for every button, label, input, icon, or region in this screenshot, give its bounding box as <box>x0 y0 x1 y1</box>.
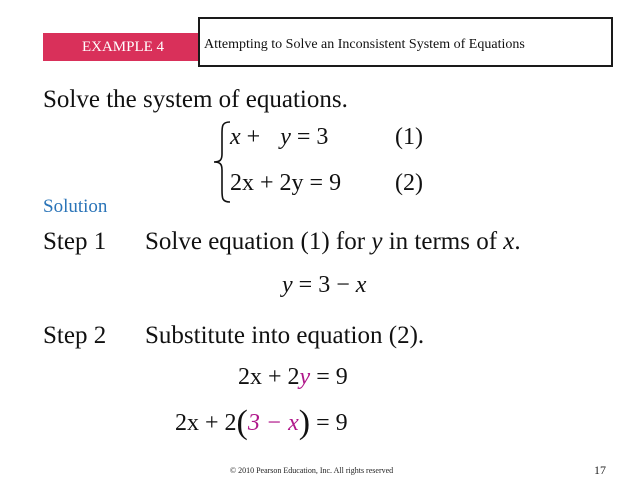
eq2-term-2y: 2y <box>279 170 304 196</box>
equation-2 <box>230 170 341 197</box>
eq1-rhs: 3 <box>316 124 329 150</box>
example-label: EXAMPLE 4 <box>43 33 203 61</box>
eq1-equals: = <box>296 124 311 150</box>
eq2-equals: = <box>309 170 324 196</box>
substitution-line-1 <box>238 364 348 391</box>
copyright-note: © 2010 Pearson Education, Inc. All rights reserved <box>230 466 394 475</box>
sub2-lhs: 2x + 2 <box>175 410 237 436</box>
problem-prompt: Solve the system of equations. <box>43 86 348 113</box>
step-2-label: Step 2 <box>43 322 107 349</box>
sub2-open-paren: ( <box>236 404 248 441</box>
eq2-rhs: 9 <box>329 170 342 196</box>
step-1-text-end: . <box>514 228 521 255</box>
eq2-plus: + <box>260 170 274 196</box>
eq2-term-2x: 2x <box>230 170 254 196</box>
step-1-var-x: x <box>503 228 515 255</box>
eq1-var-y: y <box>280 124 291 150</box>
eq1-plus: + <box>246 124 261 150</box>
step-1-text-mid: in terms of <box>388 228 498 255</box>
result-rhs-var: x <box>355 272 367 298</box>
page-number: 17 <box>594 463 606 477</box>
eq1-var-x: x <box>230 124 241 150</box>
substitution-line-2 <box>175 404 348 442</box>
step-1-var-y: y <box>371 228 383 255</box>
step-1-label: Step 1 <box>43 228 107 255</box>
eq1-tag: (1) <box>395 124 423 150</box>
sub2-close-paren: ) <box>298 404 311 441</box>
step-1-result <box>282 272 366 299</box>
result-equals: = <box>298 272 313 298</box>
result-rhs: 3 − <box>318 272 350 298</box>
sub2-rest: = 9 <box>316 410 348 436</box>
equation-1 <box>230 124 328 151</box>
step-1-text <box>145 228 521 256</box>
step-1-text-before: Solve equation (1) for <box>145 228 366 255</box>
sub1-lhs: 2x + 2 <box>238 364 300 390</box>
sub2-highlight-expr: 3 − x <box>247 410 299 436</box>
sub1-highlight-y: y <box>299 364 311 390</box>
eq2-tag: (2) <box>395 170 423 196</box>
example-title: Attempting to Solve an Inconsistent System of Equations <box>204 37 525 52</box>
result-lhs: y <box>282 272 293 298</box>
sub1-rest: = 9 <box>316 364 348 390</box>
solution-label: Solution <box>43 196 108 217</box>
step-2-text: Substitute into equation (2). <box>145 322 425 349</box>
